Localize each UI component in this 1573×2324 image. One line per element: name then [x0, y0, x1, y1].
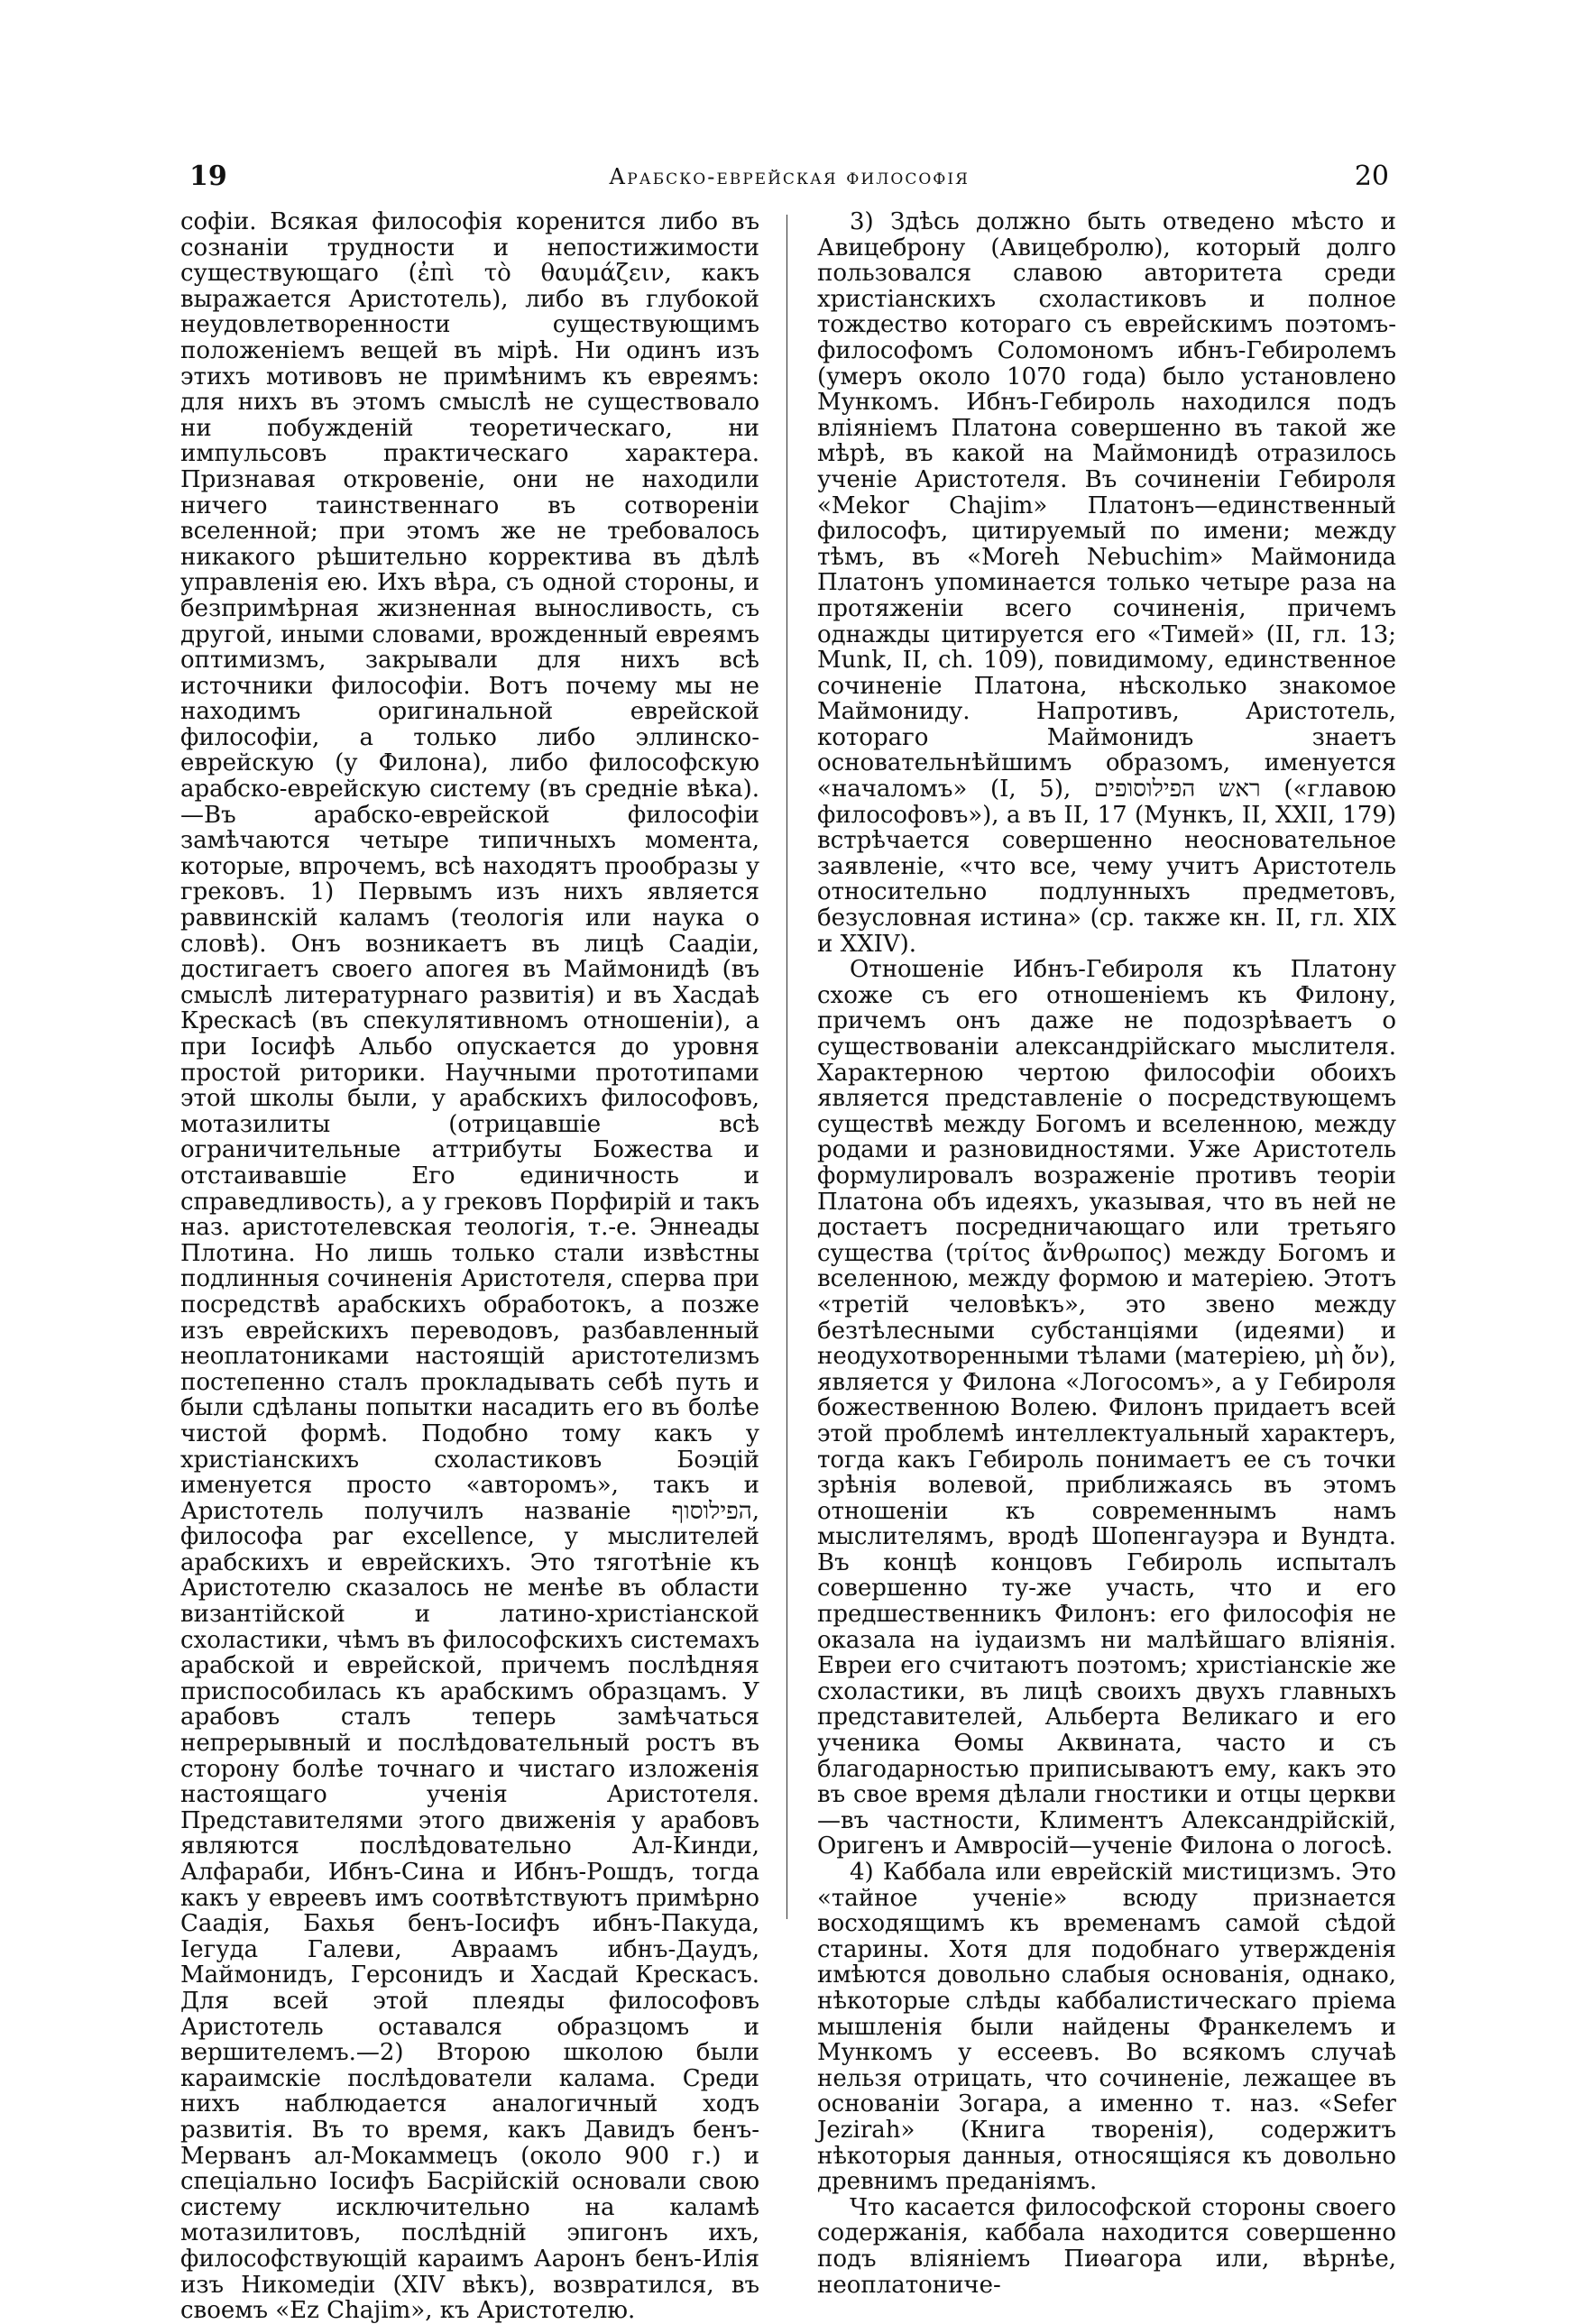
right-paragraph-1: 3) Здѣсь должно быть отведено мѣсто и Авицеброну (Авицебролю), который долго пользовался славою авторитета среди христіанскихъ схоластиковъ и полное тождество котораго съ еврейскимъ поэтомъ-философомъ Соломономъ ибнъ-Гебиролемъ (умеръ около 1070 года) было установлено Мункомъ. Ибнъ-Гебироль находился подъ вліяніемъ Платона совершенно въ такой же мѣрѣ, въ какой на Маймонидѣ отразилось ученіе Аристотеля. Въ сочиненіи Гебироля «Mekor Chajim» Платонъ—единственный философъ, цитируемый по имени; между тѣмъ, въ «Moreh Nebuchim» Маймонида Платонъ упоминается только четыре раза на протяженіи всего сочиненія, причемъ однажды цитируется его «Тимей» (II, гл. 13; Munk, II, ch. 109), повидимому, единственное сочиненіе Платона, нѣсколько знакомое Маймониду. Напротивъ, Аристотель, котораго Маймонидъ знаетъ основательнѣйшимъ образомъ, именуется «началомъ» (I, 5), ראש הפילוסופים («главою философовъ»), а въ II, 17 (Мункъ, II, XXII, 179) встрѣчается совершенно неосновательное заявленіе, «что все, чему учитъ Аристотель относительно подлунныхъ предметовъ, безусловная истина» (ср. также кн. II, гл. XIX и XXIV). — [817, 208, 1396, 958]
running-title: Арабско-еврейская философія — [609, 164, 970, 189]
running-header — [189, 161, 1389, 197]
right-paragraph-3: 4) Каббала или еврейскій мистицизмъ. Это «тайное ученіе» всюду признается восходящимъ къ временамъ самой сѣдой старины. Хотя для подобнаго утвержденія имѣются довольно слабыя основанія, однако, нѣкоторые слѣды каббалистическаго пріема мышленія были найдены Франкелемъ и Мункомъ у ессеевъ. Во всякомъ случаѣ нельзя отрицать, что сочиненіе, лежащее въ основаніи Зогара, а именно т. наз. «Sefer Jezirah» (Книга творенія), содержитъ нѣкоторыя данныя, относящіяся къ довольно древнимъ преданіямъ. — [817, 1859, 1396, 2196]
column-divider — [786, 215, 787, 1919]
left-column — [180, 209, 759, 2324]
left-paragraph-1: софіи. Всякая философія коренится либо въ сознаніи трудности и непостижимости существующаго (ἐπὶ τὸ θαυμάζειν, какъ выражается Аристотель), либо въ глубокой неудовлетворенности существующимъ положеніемъ вещей въ мірѣ. Ни одинъ изъ этихъ мотивовъ не примѣнимъ къ евреямъ: для нихъ въ этомъ смыслѣ не существовало ни побужденій теоретическаго, ни импульсовъ практическаго характера. Признавая откровеніе, они не находили ничего таинственнаго въ сотвореніи вселенной; при этомъ же не требовалось никакого рѣшительно корректива въ дѣлѣ управленія ею. Ихъ вѣра, съ одной стороны, и безпримѣрная жизненная выносливость, съ другой, иными словами, врожденный евреямъ оптимизмъ, закрывали для нихъ всѣ источники философіи. Вотъ почему мы не находимъ оригинальной еврейской философіи, а только либо эллинско-еврейскую (у Филона), либо философскую арабско-еврейскую систему (въ средніе вѣка).—Въ арабско-еврейской философіи замѣчаются четыре типичныхъ момента, которые, впрочемъ, всѣ находятъ прообразы у грековъ. 1) Первымъ изъ нихъ является раввинскій каламъ (теологія или наука о словѣ). Онъ возникаетъ въ лицѣ Саадіи, достигаетъ своего апогея въ Маймонидѣ (въ смыслѣ литературнаго развитія) и въ Хасдаѣ Крескасѣ (въ спекулятивномъ отношеніи), а при Іосифѣ Альбо опускается до уровня простой риторики. Научными прототипами этой школы были, у арабскихъ философовъ, мотазилиты (отрицавшіе всѣ ограничительные аттрибуты Божества и отстаивавшіе Его единичность и справедливость), а у грековъ Порфирій и такъ наз. аристотелевская теологія, т.-е. Эннеады Плотина. Но лишь только стали извѣстны подлинныя сочиненія Аристотеля, сперва при посредствѣ арабскихъ обработокъ, а позже изъ еврейскихъ переводовъ, разбавленный неоплатониками настоящій аристотелизмъ постепенно сталъ прокладывать себѣ путь и были сдѣланы попытки насадить его въ болѣе чистой формѣ. Подобно тому какъ у христіанскихъ схоластиковъ Боэцій именуется просто «авторомъ», такъ и Аристотель получилъ названіе הפילוסוף, философа par excellence, у мыслителей арабскихъ и еврейскихъ. Это тяготѣніе къ Аристотелю сказалось не менѣе въ области византійской и латино-христіанской схоластики, чѣмъ въ философскихъ системахъ арабской и еврейской, причемъ послѣдняя приспособилась къ арабскимъ образцамъ. У арабовъ сталъ теперь замѣчаться непрерывный и послѣдовательный ростъ въ сторону болѣе точнаго и чистаго изложенія настоящаго ученія Аристотеля. Представителями этого движенія у арабовъ являются послѣдовательно Ал-Кинди, Алфараби, Ибнъ-Сина и Ибнъ-Рошдъ, тогда какъ у евреевъ имъ соотвѣтствуютъ примѣрно Саадія, Бахья бенъ-Іосифъ ибнъ-Пакуда, Іегуда Галеви, Авраамъ ибнъ-Даудъ, Маймонидъ, Герсонидъ и Хасдай Крескасъ. Для всей этой плеяды философовъ Аристотель оставался образцомъ и вершителемъ.—2) Второю школою были караимскіе послѣдователи калама. Среди нихъ наблюдается аналогичный ходъ развитія. Въ то время, какъ Давидъ бенъ-Мерванъ ал-Мокаммецъ (около 900 г.) и спеціально Іосифъ Басрійскій основали свою систему исключительно на каламѣ мотазилитовъ, послѣдній эпигонъ ихъ, философствующій караимъ Ааронъ бенъ-Илія изъ Никомедіи (XIV вѣкъ), возвратился, въ своемъ «Ez Chajim», къ Аристотелю. — [180, 208, 759, 2324]
page-number-right: 20 — [1354, 161, 1389, 192]
right-paragraph-2: Отношеніе Ибнъ-Гебироля къ Платону схоже съ его отношеніемъ къ Филону, причемъ онъ даже не подозрѣваетъ о существованіи александрійскаго мыслителя. Характерною чертою философіи обоихъ является представленіе о посредствующемъ существѣ между Богомъ и вселенною, между родами и разновидностями. Уже Аристотель формулировалъ возраженіе противъ теоріи Платона объ идеяхъ, указывая, что въ ней не достаетъ посредничающаго или третьяго существа (τρίτος ἄνθρωπος) между Богомъ и вселенною, между формою и матеріею. Этотъ «третій человѣкъ», это звено между безтѣлесными субстанціями (идеями) и неодухотворенными тѣлами (матеріею, μὴ ὄν), является у Филона «Логосомъ», а у Гебироля божественною Волею. Филонъ придаетъ всей этой проблемѣ интеллектуальный характеръ, тогда какъ Гебироль понимаетъ ее съ точки зрѣнія волевой, приближаясь въ этомъ отношеніи къ современнымъ намъ мыслителямъ, вродѣ Шопенгауэра и Вундта. Въ концѣ концовъ Гебироль испыталъ совершенно ту-же участь, что и его предшественникъ Филонъ: его философія не оказала на іудаизмъ ни малѣйшаго вліянія. Евреи его считаютъ поэтомъ; христіанскіе же схоластики, въ лицѣ своихъ двухъ главныхъ представителей, Альберта Великаго и его ученика Ѳомы Аквината, часто и съ благодарностью приписываютъ ему, какъ это въ свое время дѣлали гностики и отцы церкви—въ частности, Климентъ Александрійскій, Оригенъ и Амвросій—ученіе Филона о логосѣ. — [817, 956, 1396, 1860]
page-number-left: 19 — [189, 161, 227, 192]
right-column — [817, 209, 1396, 2298]
right-paragraph-4: Что касается философской стороны своего содержанія, каббала находится совершенно подъ вліяніемъ Пиѳагора или, вѣрнѣе, неоплатониче- — [817, 2193, 1396, 2299]
